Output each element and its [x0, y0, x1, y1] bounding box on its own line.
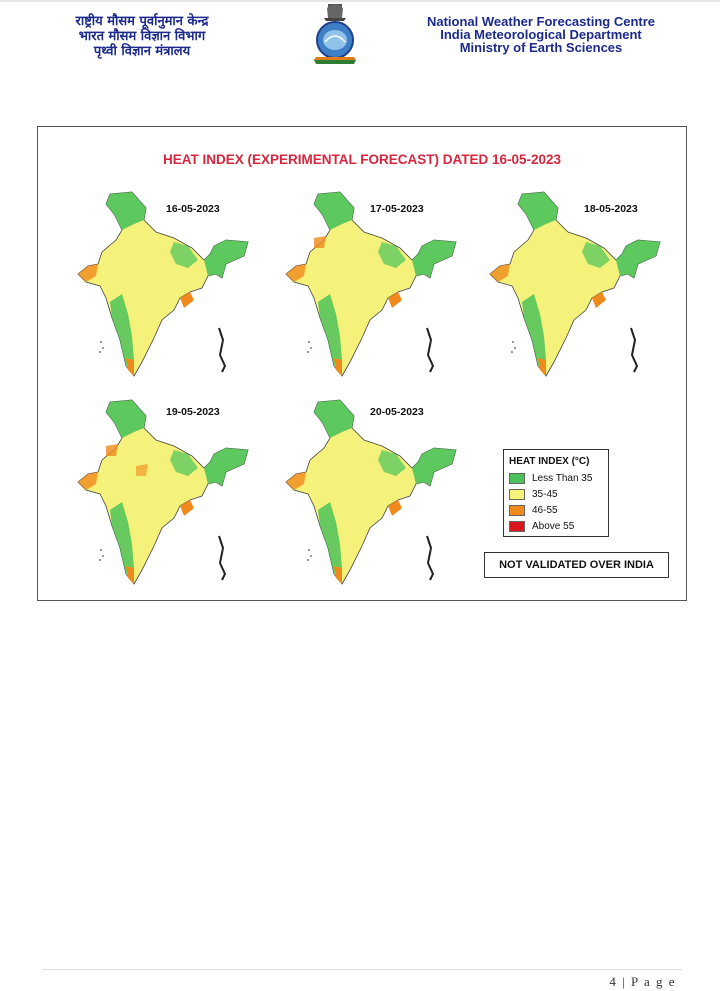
hindi-header	[52, 14, 232, 59]
legend-label: Above 55	[532, 520, 575, 532]
footer-rule	[42, 969, 682, 970]
page-number: 4 | P a g e	[609, 974, 676, 989]
map-day-4	[76, 398, 256, 588]
map-day-2	[284, 190, 464, 380]
legend-label: Less Than 35	[532, 472, 593, 484]
hindi-line-2: भारत मौसम विज्ञान विभाग	[78, 29, 206, 44]
legend-item	[509, 502, 603, 518]
legend-swatch	[509, 505, 525, 516]
map-day-5	[284, 398, 464, 588]
map-date-5: 20-05-2023	[370, 406, 424, 418]
map-date-4: 19-05-2023	[166, 406, 220, 418]
not-validated-box: NOT VALIDATED OVER INDIA	[484, 552, 669, 578]
hindi-line-3: पृथ्वी विज्ञान मंत्रालय	[93, 44, 191, 59]
legend-item	[509, 470, 603, 486]
legend-swatch	[509, 473, 525, 484]
english-header	[388, 15, 694, 54]
map-day-3	[488, 190, 668, 380]
legend-label: 46-55	[532, 504, 558, 516]
map-date-2: 17-05-2023	[370, 203, 424, 215]
hindi-line-1: राष्ट्रीय मौसम पूर्वानुमान केन्द्र	[75, 14, 209, 29]
imd-emblem-icon	[306, 2, 364, 68]
english-line-1: National Weather Forecasting Centre	[426, 14, 656, 29]
legend-label: 35-45	[532, 488, 558, 500]
map-date-1: 16-05-2023	[166, 203, 220, 215]
map-date-3: 18-05-2023	[584, 203, 638, 215]
figure-title: HEAT INDEX (EXPERIMENTAL FORECAST) DATED 16-05-2023	[162, 152, 562, 167]
heat-index-legend	[503, 449, 609, 537]
legend-swatch	[509, 489, 525, 500]
legend-swatch	[509, 521, 525, 532]
legend-item	[509, 518, 603, 534]
english-line-2: India Meteorological Department	[440, 27, 642, 42]
legend-title: HEAT INDEX (°C)	[509, 456, 590, 467]
map-day-1	[76, 190, 256, 380]
english-line-3: Ministry of Earth Sciences	[459, 40, 623, 55]
legend-item	[509, 486, 603, 502]
